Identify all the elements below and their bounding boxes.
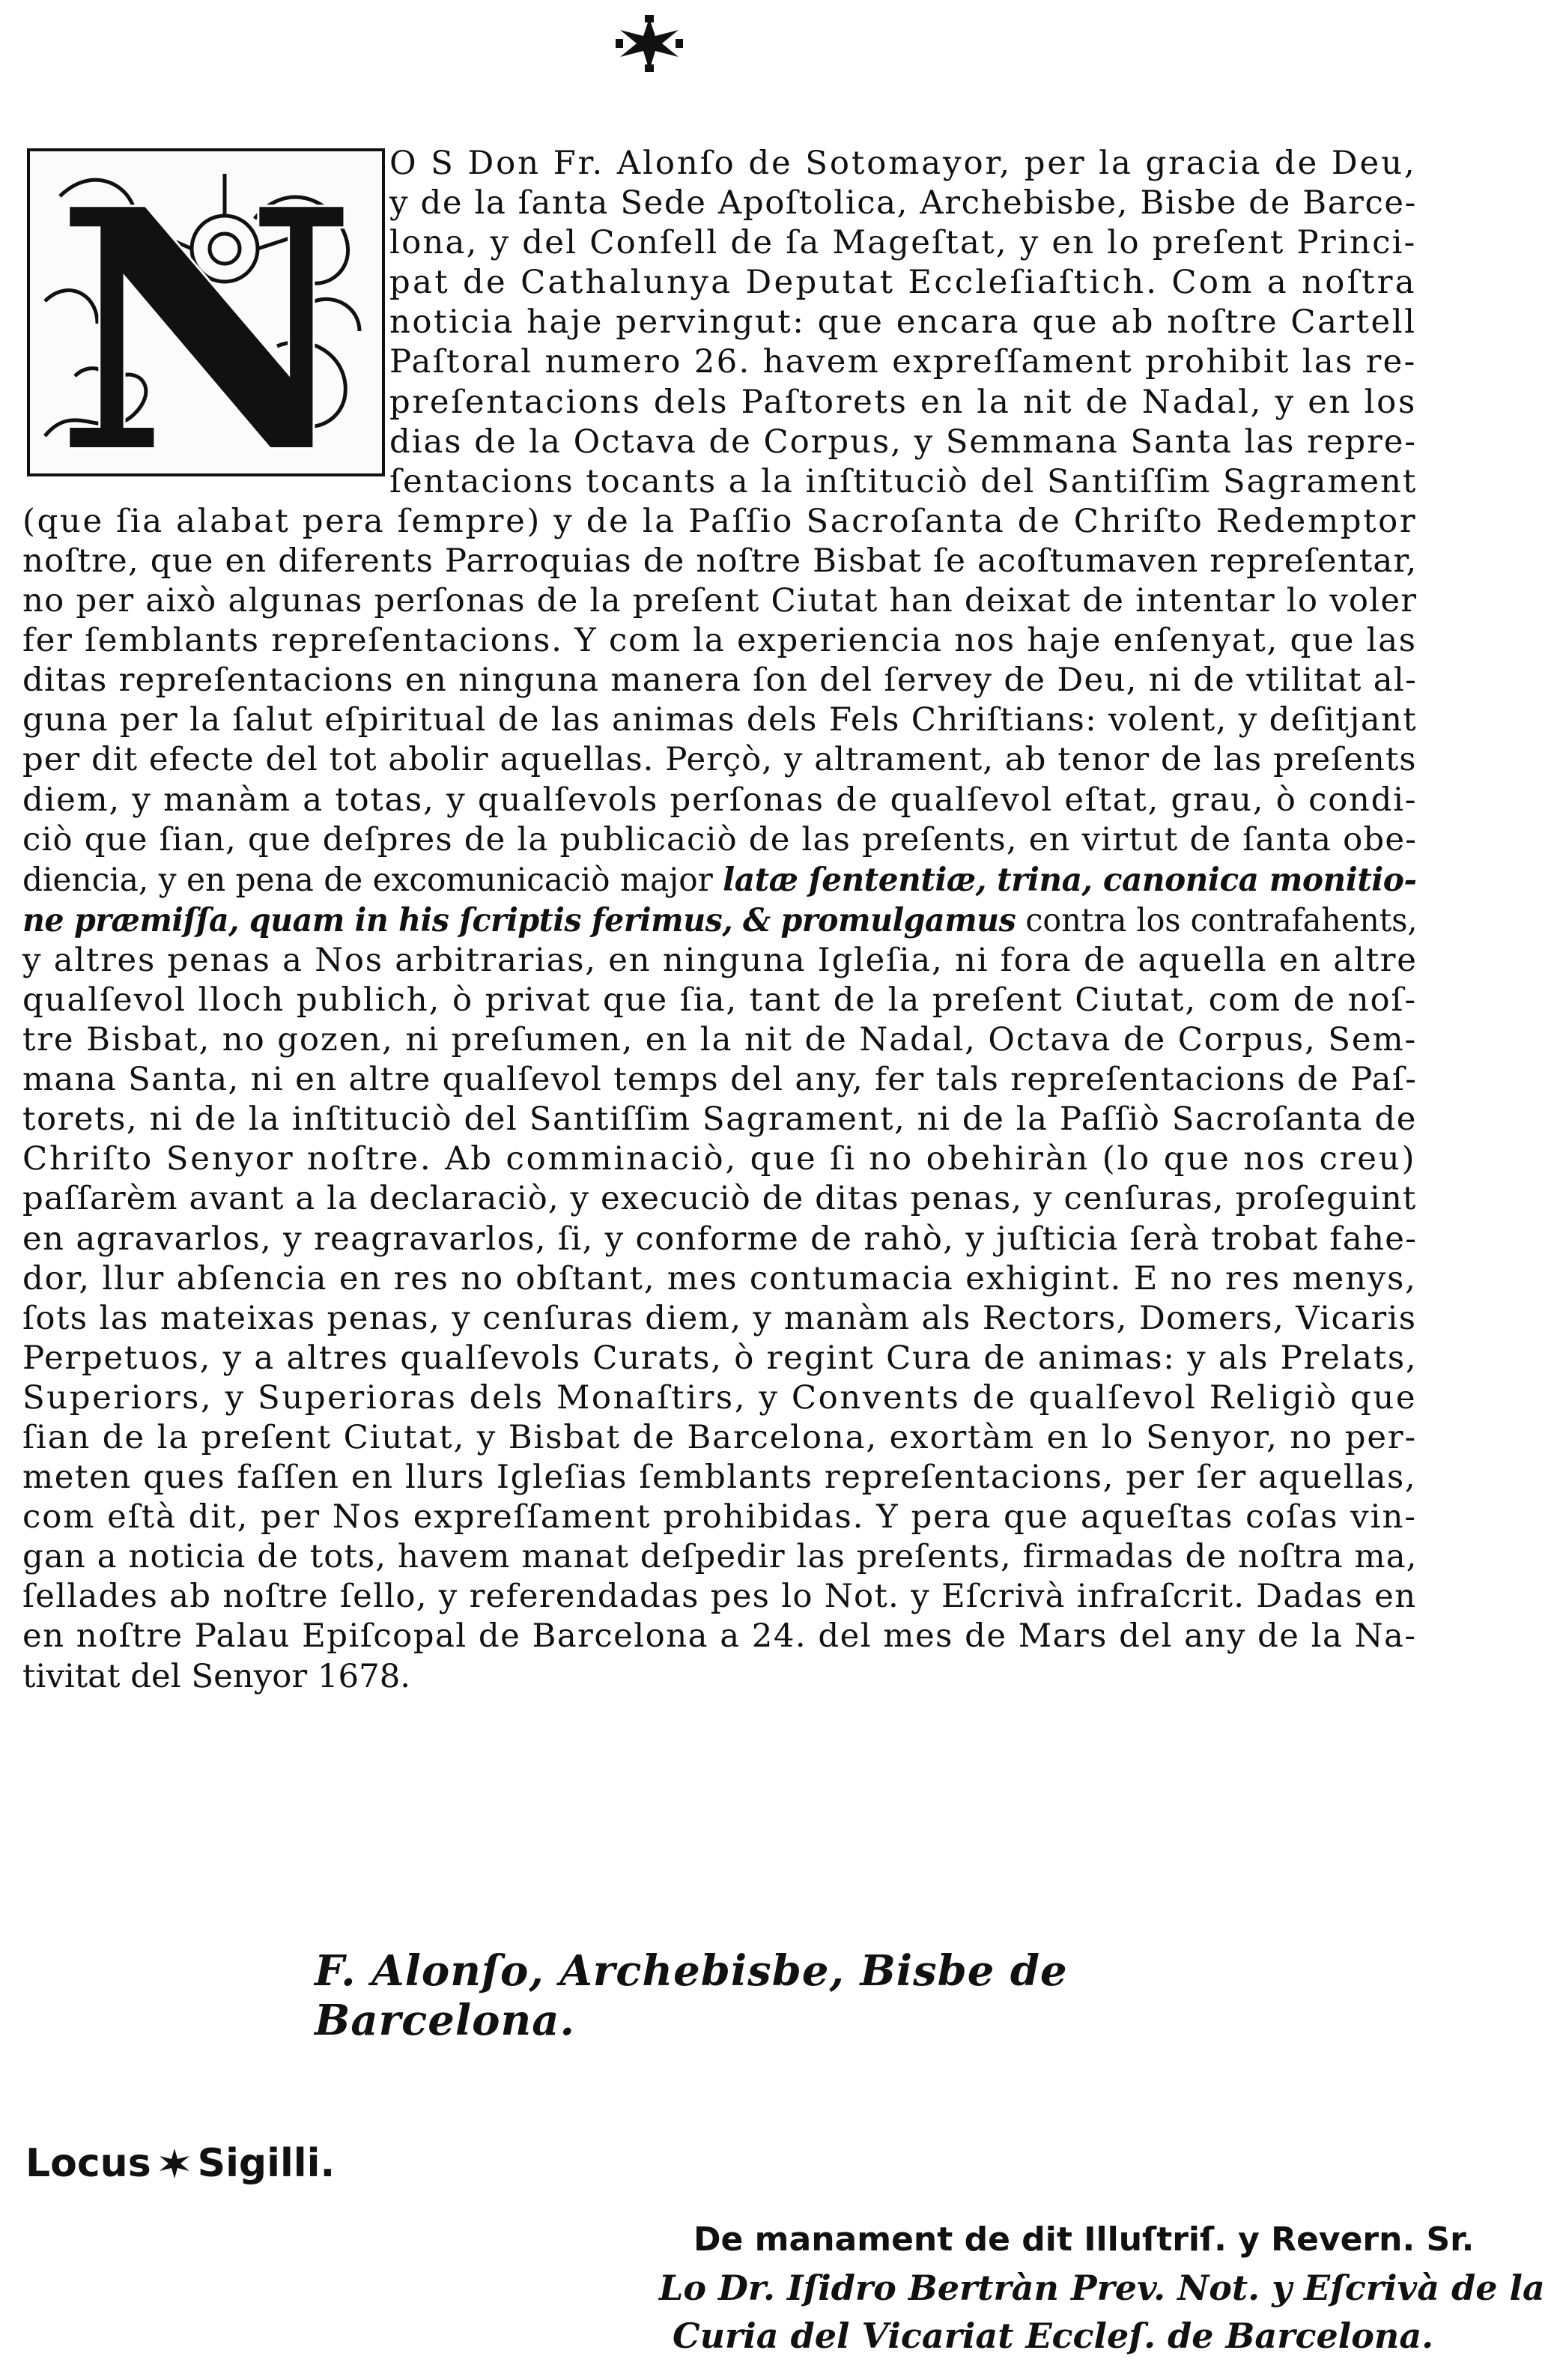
text-line: ciò que ſian, que deſpres de la publicaciò de las preſents, en virtut de ſanta obe- xyxy=(22,820,1418,859)
text-line: ſentacions tocants a la inſtituciò del Santiſſim Sagrament xyxy=(389,462,1418,500)
text-line: torets, ni de la inſtituciò del Santiſſim Sagrament, ni de la Paſſiò Sacroſanta de xyxy=(22,1100,1417,1139)
sigilli-label: Sigilli. xyxy=(197,2141,336,2186)
cross-ornament-icon xyxy=(614,13,685,73)
first-line: O S Don Fr. Alonſo de Sotomayor, per la gracia de Deu, xyxy=(389,145,1417,182)
text-line: pat de Cathalunya Deputat Eccleſiaſtich. Com a noſtra xyxy=(389,264,1417,302)
notary-line: De manament de dit Illuſtriſ. y Revern. Sr. xyxy=(693,2220,1475,2259)
initial-letter: N xyxy=(55,138,357,525)
text-line: noſtre, que en diferents Parroquias de noſtre Bisbat ſe acoſtumaven repreſentar, xyxy=(22,542,1418,580)
text-line: diem, y manàm a totas, y qualſevols perſonas de qualſevol eſtat, grau, ò condi- xyxy=(22,781,1418,819)
notary-line: Curia del Vicariat Eccleſ. de Barcelona. xyxy=(673,2316,1434,2356)
notary-block xyxy=(659,2216,1545,2360)
text-line: dias de la Octava de Corpus, y Semmana Santa las repre- xyxy=(389,423,1417,461)
text-line: preſentacions dels Paſtorets en la nit de Nadal, y en los xyxy=(389,383,1417,421)
latin-phrase: ne præmiſſa, quam in his ſcriptis ferimus, & promulgamus xyxy=(22,900,1016,939)
text-segment: contra los contrafahents, xyxy=(1016,901,1418,939)
text-line xyxy=(22,900,1418,941)
text-line: com eſtà dit, per Nos expreſſament prohibidas. Y pera que aqueſtas coſas vin- xyxy=(22,1498,1417,1536)
text-line: paſſarèm avant a la declaraciò, y execuciò de ditas penas, y cenſuras, proſeguint xyxy=(22,1180,1417,1218)
text-line: ditas repreſentacions en ninguna manera ſon del ſervey de Deu, ni de vtilitat al- xyxy=(22,661,1418,700)
text-line: mana Santa, ni en altre qualſevol temps del any, fer tals repreſentacions de Paſ- xyxy=(22,1061,1418,1099)
text-line: tivitat del Senyor 1678. xyxy=(22,1657,411,1695)
text-line: fer ſemblants repreſentacions. Y com la experiencia nos haje enſenyat, que las xyxy=(22,622,1417,660)
text-line: guna per la ſalut eſpiritual de las animas dels Fels Chriſtians: volent, y deſitjant xyxy=(22,701,1417,739)
archbishop-signature: F. Alonſo, Archebisbe, Bisbe de Barcelona. xyxy=(315,1946,1068,2045)
text-line: en agravarlos, y reagravarlos, ſi, y conforme de rahò, y juſticia ſerà trobat fahe- xyxy=(22,1220,1418,1258)
text-line: no per això algunas perſonas de la preſent Ciutat han deixat de intentar lo voler xyxy=(22,582,1418,620)
notary-line: Lo Dr. Iſidro Bertràn Prev. Not. y Eſcrivà de la xyxy=(659,2268,1545,2308)
text-line: ſian de la preſent Ciutat, y Bisbat de Barcelona, exortàm en lo Senyor, no per- xyxy=(22,1419,1418,1456)
text-line: ſots las mateixas penas, y cenſuras diem, y manàm als Rectors, Domers, Vicaris xyxy=(22,1299,1417,1337)
text-line: lona, y del Conſell de ſa Mageſtat, y en lo preſent Princi- xyxy=(389,224,1417,262)
text-line: en noſtre Palau Epiſcopal de Barcelona a 24. del mes de Mars del any de la Na- xyxy=(22,1617,1417,1656)
text-line: y de la ſanta Sede Apoſtolica, Archebisbe, Bisbe de Barce- xyxy=(389,184,1417,222)
text-line: meten ques faſſen en llurs Igleſias ſemblants repreſentacions, per ſer aquellas, xyxy=(22,1459,1417,1497)
decree-body xyxy=(22,144,1417,1697)
text-segment: diencia, y en pena de excomunicaciò major xyxy=(22,861,713,899)
text-line: tre Bisbat, no gozen, ni preſumen, en la nit de Nadal, Octava de Corpus, Sem- xyxy=(22,1021,1417,1059)
latin-phrase: latæ ſententiæ, trina, canonica monitio- xyxy=(723,860,1417,899)
text-line: dor, llur abſencia en res no obſtant, mes contumacia exhigint. E no res menys, xyxy=(22,1259,1417,1298)
text-line: ſellades ab noſtre ſello, y referendadas pes lo Not. y Eſcrivà infraſcrit. Dadas en xyxy=(22,1578,1417,1616)
text-line: noticia haje pervingut: que encara que ab noſtre Cartell xyxy=(389,303,1417,342)
text-line: qualſevol lloch publich, ò privat que ſia, tant de la preſent Ciutat, com de noſ- xyxy=(22,981,1418,1019)
text-line: Superiors, y Superioras dels Monaſtirs, y Convents de qualſevol Religiò que xyxy=(22,1378,1418,1417)
text-line: (que ſia alabat pera ſempre) y de la Paſſio Sacroſanta de Chriſto Redemptor xyxy=(22,502,1418,540)
text-line: gan a noticia de tots, havem manat deſpedir las preſents, firmadas de noſtra ma, xyxy=(22,1538,1418,1576)
text-line: y altres penas a Nos arbitrarias, en ninguna Igleſia, ni fora de aquella en altre xyxy=(22,941,1418,979)
text-line: Paſtoral numero 26. havem expreſſament prohibit las re- xyxy=(389,343,1417,381)
text-line: per dit efecte del tot abolir aquellas. Perçò, y altrament, ab tenor de las preſents xyxy=(22,741,1417,779)
seal-cross-icon xyxy=(157,2146,192,2181)
text-line: Perpetuos, y a altres qualſevols Curats, ò regint Cura de animas: y als Prelats, xyxy=(22,1339,1418,1377)
text-line xyxy=(22,860,1417,900)
locus-sigilli xyxy=(25,2141,335,2186)
text-line: Chriſto Senyor noſtre. Ab comminaciò, que ſi no obehiràn (lo que nos creu) xyxy=(22,1140,1417,1178)
locus-label: Locus xyxy=(25,2141,151,2186)
